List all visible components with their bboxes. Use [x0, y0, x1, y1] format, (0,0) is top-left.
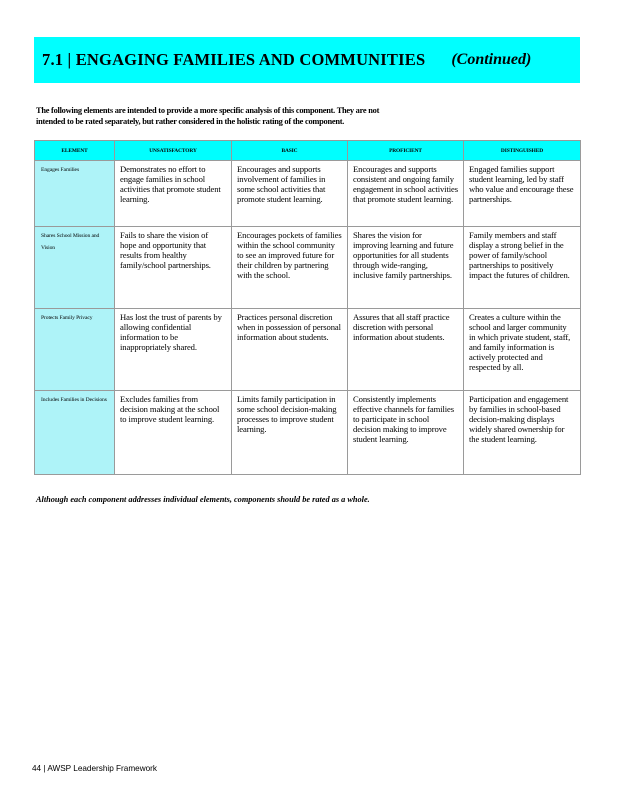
proficient-cell: Encourages and supports consistent and ongoing family engagement in school activities that promote student learning.: [348, 161, 464, 227]
rating-note: Although each component addresses individual elements, components should be rated as a whole.: [36, 495, 370, 504]
element-cell: Includes Families in Decisions: [35, 391, 115, 475]
rubric-table: [34, 140, 581, 475]
unsatisfactory-cell: Has lost the trust of parents by allowing confidential information to be inappropriately shared.: [115, 309, 232, 391]
proficient-cell: Assures that all staff practice discretion with personal information about students.: [348, 309, 464, 391]
title-banner: [34, 37, 580, 83]
column-header-unsatisfactory: UNSATISFACTORY: [115, 141, 232, 161]
element-cell: Engages Families: [35, 161, 115, 227]
intro-line: The following elements are intended to provide a more specific analysis of this component. They are not: [36, 106, 380, 115]
distinguished-cell: Family members and staff display a strong belief in the power of family/school partnerships to positively impact the futures of children.: [464, 227, 581, 309]
unsatisfactory-cell: Fails to share the vision of hope and opportunity that results from healthy family/school partnerships.: [115, 227, 232, 309]
column-header-basic: BASIC: [232, 141, 348, 161]
table-row: [35, 227, 581, 309]
page-footer: 44 | AWSP Leadership Framework: [32, 764, 157, 773]
column-header-element: ELEMENT: [35, 141, 115, 161]
table-row: [35, 391, 581, 475]
element-cell: Shares School Mission and Vision: [35, 227, 115, 309]
basic-cell: Encourages pockets of families within the school community to see an improved future for their children by partnering with the school.: [232, 227, 348, 309]
intro-paragraph: [36, 105, 436, 127]
page-title: 7.1 | ENGAGING FAMILIES AND COMMUNITIES: [42, 50, 426, 69]
basic-cell: Practices personal discretion when in possession of personal information about students.: [232, 309, 348, 391]
intro-line: intended to be rated separately, but rather considered in the holistic rating of the component.: [36, 117, 345, 126]
proficient-cell: Shares the vision for improving learning and future opportunities for all students through wide-ranging, inclusive family partnerships.: [348, 227, 464, 309]
unsatisfactory-cell: Demonstrates no effort to engage families in school activities that promote student learning.: [115, 161, 232, 227]
basic-cell: Encourages and supports involvement of families in some school activities that promote student learning.: [232, 161, 348, 227]
element-cell: Protects Family Privacy: [35, 309, 115, 391]
table-header-row: [35, 141, 581, 161]
column-header-distinguished: DISTINGUISHED: [464, 141, 581, 161]
distinguished-cell: Participation and engagement by families in school-based decision-making displays widely shared ownership for the student learning.: [464, 391, 581, 475]
table-row: [35, 161, 581, 227]
proficient-cell: Consistently implements effective channels for families to participate in school decision making to improve student learning.: [348, 391, 464, 475]
unsatisfactory-cell: Excludes families from decision making at the school to improve student learning.: [115, 391, 232, 475]
distinguished-cell: Engaged families support student learning, led by staff who value and encourage these partnerships.: [464, 161, 581, 227]
column-header-proficient: PROFICIENT: [348, 141, 464, 161]
distinguished-cell: Creates a culture within the school and larger community in which private student, staff, and family information is actively protected and respected by all.: [464, 309, 581, 391]
continued-label: (Continued): [451, 51, 532, 68]
table-row: [35, 309, 581, 391]
basic-cell: Limits family participation in some school decision-making processes to improve student learning.: [232, 391, 348, 475]
